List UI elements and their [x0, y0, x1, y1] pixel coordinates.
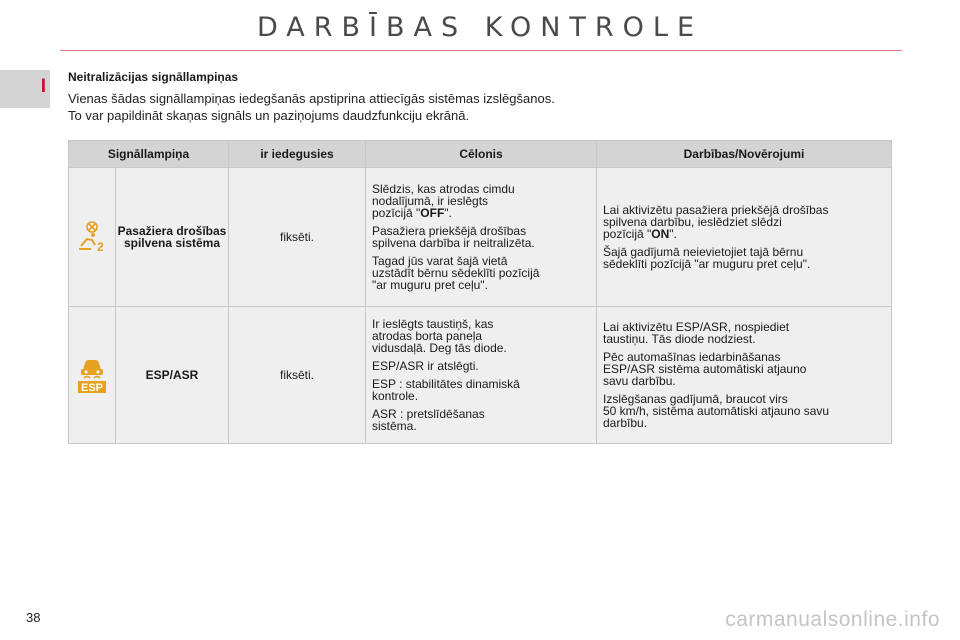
cause-paragraph: Slēdzis, kas atrodas cimdu nodalījumā, ir ieslēgts pozīcijā "OFF".	[372, 182, 515, 220]
cause-paragraph: Pasažiera priekšējā drošības spilvena darbība ir neitralizēta.	[372, 224, 535, 250]
watermark: carmanualsonline.info	[725, 608, 940, 631]
warning-lamps-table	[68, 140, 892, 444]
column-header-actions: Darbības/Novērojumi	[597, 141, 892, 168]
action-cell	[597, 168, 892, 307]
lamp-icon-cell	[69, 168, 116, 307]
cause-paragraph: ASR : pretslīdēšanas sistēma.	[372, 407, 485, 433]
title-divider	[60, 50, 902, 51]
svg-text:ESP: ESP	[80, 381, 104, 394]
airbag-off-icon	[75, 239, 109, 256]
action-paragraph: Izslēgšanas gadījumā, braucot virs 50 km/h, sistēma automātiski atjauno savu darbību.	[603, 392, 830, 430]
lamp-name: ESP/ASR	[116, 307, 229, 444]
lamp-state: fiksēti.	[229, 168, 366, 307]
intro-line: Vienas šādas signāllampiņas iedegšanās apstiprina attiecīgās sistēmas izslēgšanos.	[68, 91, 555, 106]
page-number: 38	[26, 610, 41, 625]
column-header-lamp: Signāllampiņa	[69, 141, 229, 168]
cause-paragraph: ESP/ASR ir atslēgti.	[372, 359, 479, 373]
svg-text:2: 2	[97, 239, 104, 253]
lamp-state: fiksēti.	[229, 307, 366, 444]
cause-paragraph: Tagad jūs varat šajā vietā uzstādīt bērnu sēdeklīti pozīcijā "ar muguru pret ceļu".	[372, 254, 540, 292]
page-title: DARBĪBAS KONTROLE	[256, 12, 704, 43]
lamp-name: Pasažiera drošības spilvena sistēma	[116, 168, 229, 307]
action-paragraph: Lai aktivizētu ESP/ASR, nospiediet taustiņu. Tās diode nodziest.	[603, 320, 790, 346]
esp-off-icon	[75, 383, 109, 397]
action-paragraph: Lai aktivizētu pasažiera priekšējā drošības spilvena darbību, ieslēdziet slēdzi pozīcijā "ON".	[603, 203, 829, 241]
section-heading: Neitralizācijas signāllampiņas	[68, 70, 239, 84]
action-paragraph: Pēc automašīnas iedarbināšanas ESP/ASR sistēma automātiski atjauno savu darbību.	[603, 350, 807, 388]
section-tab	[0, 70, 50, 108]
action-paragraph: Šajā gadījumā neievietojiet tajā bērnu sēdeklīti pozīcijā "ar muguru pret ceļu".	[603, 245, 811, 271]
cause-paragraph: ESP : stabilitātes dinamiskā kontrole.	[372, 377, 520, 403]
section-tab-label: I	[40, 76, 46, 97]
cause-cell	[366, 307, 597, 444]
column-header-cause: Cēlonis	[366, 141, 597, 168]
action-cell	[597, 307, 892, 444]
lamp-icon-cell	[69, 307, 116, 444]
cause-cell	[366, 168, 597, 307]
column-header-state: ir iedegusies	[229, 141, 366, 168]
intro-line: To var papildināt skaņas signāls un paziņojums daudzfunkciju ekrānā.	[68, 108, 470, 123]
table-header-row	[69, 141, 892, 168]
table-row	[69, 168, 892, 307]
table-row	[69, 307, 892, 444]
cause-paragraph: Ir ieslēgts taustiņš, kas atrodas borta paneļa vidusdaļā. Deg tās diode.	[372, 317, 507, 355]
